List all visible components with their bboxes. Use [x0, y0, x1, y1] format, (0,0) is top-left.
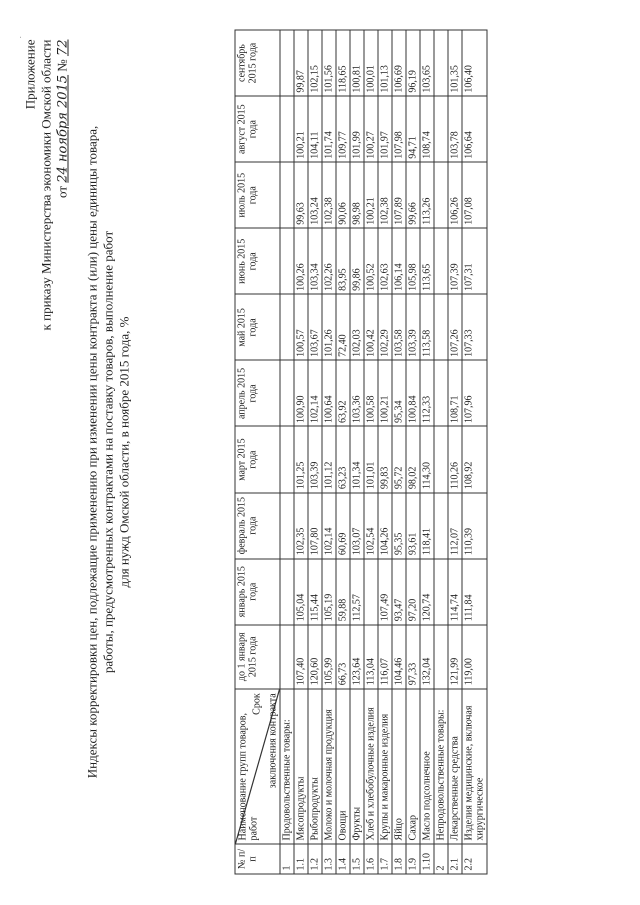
row-value: 108,92: [462, 427, 487, 493]
row-value: 101,97: [378, 96, 392, 162]
row-number: 1.6: [364, 844, 378, 874]
row-value: 113,58: [420, 294, 434, 360]
table-row: [392, 30, 406, 874]
row-value: [434, 559, 448, 625]
row-name: Овощи: [336, 689, 350, 844]
row-value: 102,03: [350, 294, 364, 360]
row-value: 103,78: [448, 96, 462, 162]
header-period: март 2015 года: [235, 427, 280, 493]
row-value: 95,34: [392, 360, 406, 426]
header-name: Наименование групп товаров, работ: [237, 713, 260, 841]
row-value: 118,65: [336, 30, 350, 96]
row-value: 99,66: [406, 162, 420, 228]
row-value: 102,14: [308, 360, 322, 426]
row-value: 102,35: [294, 493, 308, 559]
row-number: 1.1: [294, 844, 308, 874]
header-period: апрель 2015 года: [235, 360, 280, 426]
row-number: 1.4: [336, 844, 350, 874]
header-term: Срок: [251, 693, 263, 715]
row-value: 99,87: [294, 30, 308, 96]
heading-line-1: Индексы корректировки цен, подлежащие применению при изменении цены контракта и (или) цены единицы товара,: [84, 125, 100, 779]
row-name: Изделия медицинские, включая хирургическое: [462, 689, 487, 844]
row-name: Продовольственные товары:: [280, 689, 294, 844]
row-value: [280, 493, 294, 559]
row-value: 98,02: [406, 427, 420, 493]
header-period: до 1 января 2015 года: [235, 625, 280, 689]
row-value: 102,54: [364, 493, 378, 559]
row-value: 101,99: [350, 96, 364, 162]
row-value: 102,26: [322, 228, 336, 294]
row-value: 103,67: [308, 294, 322, 360]
row-value: [434, 625, 448, 689]
row-name: Яйцо: [392, 689, 406, 844]
row-value: 103,39: [406, 294, 420, 360]
row-value: 120,60: [308, 625, 322, 689]
row-value: 107,39: [448, 228, 462, 294]
row-value: 103,07: [350, 493, 364, 559]
row-number: 1.2: [308, 844, 322, 874]
row-name: Масло подсолнечное: [420, 689, 434, 844]
row-value: [280, 228, 294, 294]
row-value: [434, 228, 448, 294]
header-period: август 2015 года: [235, 96, 280, 162]
table-row: [434, 30, 448, 874]
row-value: 101,34: [350, 427, 364, 493]
row-value: 107,31: [462, 228, 487, 294]
header-period: июль 2015 года: [235, 162, 280, 228]
row-value: 101,56: [322, 30, 336, 96]
row-value: 123,64: [350, 625, 364, 689]
row-value: [280, 162, 294, 228]
table-row: [448, 30, 462, 874]
row-name: Фрукты: [350, 689, 364, 844]
row-value: 105,19: [322, 559, 336, 625]
row-value: 107,08: [462, 162, 487, 228]
row-value: [434, 294, 448, 360]
row-value: 105,98: [406, 228, 420, 294]
row-number: 2.2: [462, 844, 487, 874]
row-value: 101,74: [322, 96, 336, 162]
header-diagonal-cell: [235, 689, 280, 844]
row-value: 108,71: [448, 360, 462, 426]
row-value: 100,58: [364, 360, 378, 426]
row-value: 106,69: [392, 30, 406, 96]
header-period: январь 2015 года: [235, 559, 280, 625]
row-value: 112,57: [350, 559, 364, 625]
row-value: 107,40: [294, 625, 308, 689]
row-value: 106,14: [392, 228, 406, 294]
row-number: 2.1: [448, 844, 462, 874]
row-value: 63,92: [336, 360, 350, 426]
appendix-title: Приложение: [22, 39, 38, 110]
row-value: 107,89: [392, 162, 406, 228]
row-value: 95,72: [392, 427, 406, 493]
row-value: 101,01: [364, 427, 378, 493]
row-value: 93,61: [406, 493, 420, 559]
row-value: 96,19: [406, 30, 420, 96]
row-value: 100,21: [378, 360, 392, 426]
row-name: Сахар: [406, 689, 420, 844]
row-name: Хлеб и хлебобулочные изделия: [364, 689, 378, 844]
row-value: 59,88: [336, 559, 350, 625]
heading-line-2: работы, предусмотренных контрактами на поставку товаров, выполнение работ: [100, 230, 116, 674]
row-value: 121,99: [448, 625, 462, 689]
row-value: [280, 625, 294, 689]
table-row: [336, 30, 350, 874]
index-table: [235, 30, 488, 875]
row-value: 66,73: [336, 625, 350, 689]
table-header-row: [235, 30, 280, 874]
row-value: 100,64: [322, 360, 336, 426]
row-value: 107,33: [462, 294, 487, 360]
row-value: 100,90: [294, 360, 308, 426]
row-value: 116,07: [378, 625, 392, 689]
row-value: 103,34: [308, 228, 322, 294]
table-row: [294, 30, 308, 874]
row-value: 101,35: [448, 30, 462, 96]
row-value: 100,27: [364, 96, 378, 162]
row-value: 97,33: [406, 625, 420, 689]
row-value: [364, 559, 378, 625]
row-value: 100,26: [294, 228, 308, 294]
row-value: 101,25: [294, 427, 308, 493]
row-value: 100,21: [294, 96, 308, 162]
row-value: 108,74: [420, 96, 434, 162]
row-value: 102,29: [378, 294, 392, 360]
row-value: 107,26: [448, 294, 462, 360]
table-row: [280, 30, 294, 874]
row-value: 110,26: [448, 427, 462, 493]
header-period: июнь 2015 года: [235, 228, 280, 294]
heading-line-3: для нужд Омской области, в ноябре 2015 года, %: [116, 316, 132, 588]
row-value: 107,49: [378, 559, 392, 625]
table-row: [364, 30, 378, 874]
header-period: сентябрь 2015 года: [235, 30, 280, 96]
row-value: 113,65: [420, 228, 434, 294]
row-value: 102,14: [322, 493, 336, 559]
table-row: [406, 30, 420, 874]
row-value: 107,80: [308, 493, 322, 559]
row-value: 112,07: [448, 493, 462, 559]
appendix-date-line: [55, 40, 72, 805]
header-contract: заключения контракта: [267, 693, 279, 789]
row-value: 104,46: [392, 625, 406, 689]
row-value: 104,26: [378, 493, 392, 559]
table-row: [308, 30, 322, 874]
table-row: [462, 30, 487, 874]
row-value: 99,63: [294, 162, 308, 228]
row-value: [280, 30, 294, 96]
appendix-from: от: [54, 185, 70, 198]
row-value: 113,26: [420, 162, 434, 228]
row-value: 63,23: [336, 427, 350, 493]
document-heading: [85, 40, 133, 865]
appendix-no: №: [54, 59, 70, 72]
row-value: 98,98: [350, 162, 364, 228]
row-value: 103,24: [308, 162, 322, 228]
row-name: Непродовольственные товары:: [434, 689, 448, 844]
row-name: Лекарственные средства: [448, 689, 462, 844]
rotated-landscape-sheet: [1, 0, 640, 905]
row-value: 99,86: [350, 228, 364, 294]
row-value: 112,33: [420, 360, 434, 426]
row-value: 132,04: [420, 625, 434, 689]
row-value: 106,40: [462, 30, 487, 96]
row-name: Молоко и молочная продукция: [322, 689, 336, 844]
table-row: [420, 30, 434, 874]
row-value: [280, 559, 294, 625]
row-value: 115,44: [308, 559, 322, 625]
row-name: Мясопродукты: [294, 689, 308, 844]
row-value: 107,96: [462, 360, 487, 426]
appendix-number: 72: [55, 39, 71, 57]
row-value: 103,65: [420, 30, 434, 96]
row-value: 72,40: [336, 294, 350, 360]
row-value: 83,95: [336, 228, 350, 294]
row-value: [434, 96, 448, 162]
row-number: 1.5: [350, 844, 364, 874]
row-value: 102,38: [322, 162, 336, 228]
header-period: февраль 2015 года: [235, 493, 280, 559]
row-value: 110,39: [462, 493, 487, 559]
row-value: [280, 294, 294, 360]
row-value: [434, 30, 448, 96]
row-value: 106,64: [462, 96, 487, 162]
row-value: 103,39: [308, 427, 322, 493]
row-value: 102,15: [308, 30, 322, 96]
row-value: 105,04: [294, 559, 308, 625]
row-number: 1.7: [378, 844, 392, 874]
row-value: [434, 162, 448, 228]
appendix-block: [23, 40, 72, 805]
row-value: 60,69: [336, 493, 350, 559]
row-value: 114,74: [448, 559, 462, 625]
appendix-date: 24 ноября 2015: [55, 74, 71, 183]
row-number: 1.8: [392, 844, 406, 874]
row-value: 101,13: [378, 30, 392, 96]
row-value: 100,01: [364, 30, 378, 96]
table-row: [322, 30, 336, 874]
row-value: [280, 427, 294, 493]
row-value: 97,20: [406, 559, 420, 625]
row-value: [280, 360, 294, 426]
row-value: 106,26: [448, 162, 462, 228]
row-value: 100,84: [406, 360, 420, 426]
row-value: 109,77: [336, 96, 350, 162]
row-value: [434, 493, 448, 559]
row-number: 1: [280, 844, 294, 874]
row-value: [434, 360, 448, 426]
corner-mark: ·: [16, 35, 26, 39]
header-num: № п/п: [235, 844, 280, 874]
row-value: 111,84: [462, 559, 487, 625]
row-value: 101,26: [322, 294, 336, 360]
row-value: 100,81: [350, 30, 364, 96]
row-value: 119,00: [462, 625, 487, 689]
row-value: 90,06: [336, 162, 350, 228]
row-number: 1.3: [322, 844, 336, 874]
row-value: 113,04: [364, 625, 378, 689]
row-value: 100,57: [294, 294, 308, 360]
header-period: май 2015 года: [235, 294, 280, 360]
row-number: 2: [434, 844, 448, 874]
table-body: [280, 30, 487, 874]
row-value: 105,99: [322, 625, 336, 689]
row-value: 100,21: [364, 162, 378, 228]
row-name: Рыбопродукты: [308, 689, 322, 844]
row-value: 120,74: [420, 559, 434, 625]
row-value: 102,63: [378, 228, 392, 294]
row-value: 100,42: [364, 294, 378, 360]
row-value: 103,36: [350, 360, 364, 426]
row-value: 114,30: [420, 427, 434, 493]
row-value: 103,58: [392, 294, 406, 360]
row-value: 102,38: [378, 162, 392, 228]
row-value: 107,98: [392, 96, 406, 162]
appendix-order: к приказу Министерства экономики Омской области: [38, 39, 54, 331]
row-value: 93,47: [392, 559, 406, 625]
table-row: [350, 30, 364, 874]
row-value: 101,12: [322, 427, 336, 493]
row-value: 118,41: [420, 493, 434, 559]
row-value: 104,11: [308, 96, 322, 162]
row-value: [280, 96, 294, 162]
row-value: 100,52: [364, 228, 378, 294]
row-value: [434, 427, 448, 493]
row-name: Крупы и макаронные изделия: [378, 689, 392, 844]
table-row: [378, 30, 392, 874]
row-number: 1.9: [406, 844, 420, 874]
row-value: 95,35: [392, 493, 406, 559]
row-value: 99,83: [378, 427, 392, 493]
row-value: 94,71: [406, 96, 420, 162]
row-number: 1.10: [420, 844, 434, 874]
